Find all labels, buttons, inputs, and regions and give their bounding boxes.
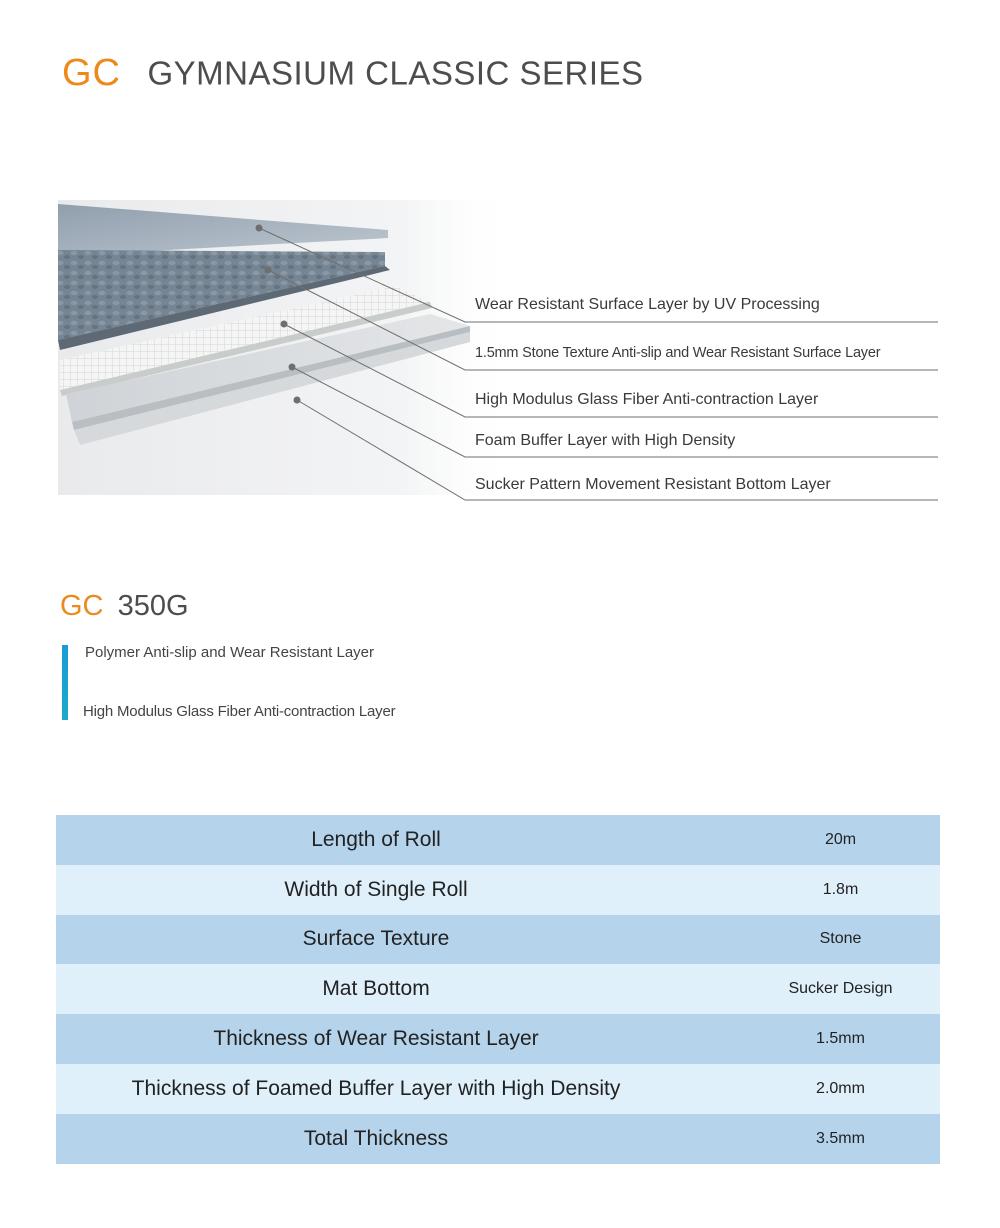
spec-name: Width of Single Roll [56, 865, 696, 915]
table-row [56, 865, 940, 915]
model-layer-glass-fiber: High Modulus Glass Fiber Anti-contraction Layer [83, 703, 396, 720]
model-title [60, 590, 189, 623]
model-code: 350G [117, 590, 189, 622]
layer-label-foam: Foam Buffer Layer with High Density [475, 432, 736, 449]
spec-value: 3.5mm [696, 1114, 940, 1164]
layer-label-uv: Wear Resistant Surface Layer by UV Processing [475, 296, 820, 313]
layer-label-bottom: Sucker Pattern Movement Resistant Bottom Layer [475, 476, 831, 493]
model-layer-polymer: Polymer Anti-slip and Wear Resistant Layer [85, 644, 375, 661]
table-row [56, 1114, 940, 1164]
table-row [56, 1064, 940, 1114]
spec-name: Surface Texture [56, 915, 696, 965]
series-name: GYMNASIUM CLASSIC SERIES [147, 54, 644, 92]
table-row [56, 964, 940, 1014]
spec-name: Total Thickness [56, 1114, 696, 1164]
spec-value: 20m [696, 815, 940, 865]
spec-value: 2.0mm [696, 1064, 940, 1114]
table-row [56, 815, 940, 865]
layer-label-glass-fiber: High Modulus Glass Fiber Anti-contraction Layer [475, 391, 819, 408]
layer-diagram [0, 190, 1000, 520]
spec-name: Mat Bottom [56, 964, 696, 1014]
spec-name: Thickness of Foamed Buffer Layer with High Density [56, 1064, 696, 1114]
brand-name: GC [62, 52, 121, 94]
spec-name: Thickness of Wear Resistant Layer [56, 1014, 696, 1064]
spec-table [56, 815, 940, 1164]
spec-value: 1.5mm [696, 1014, 940, 1064]
model-accent-bar [62, 645, 68, 720]
table-row [56, 915, 940, 965]
spec-value: 1.8m [696, 865, 940, 915]
model-brand: GC [60, 590, 104, 622]
spec-value: Stone [696, 915, 940, 965]
layer-label-stone: 1.5mm Stone Texture Anti-slip and Wear Resistant Surface Layer [475, 345, 881, 361]
page-title [62, 52, 644, 95]
table-row [56, 1014, 940, 1064]
spec-value: Sucker Design [696, 964, 940, 1014]
spec-name: Length of Roll [56, 815, 696, 865]
